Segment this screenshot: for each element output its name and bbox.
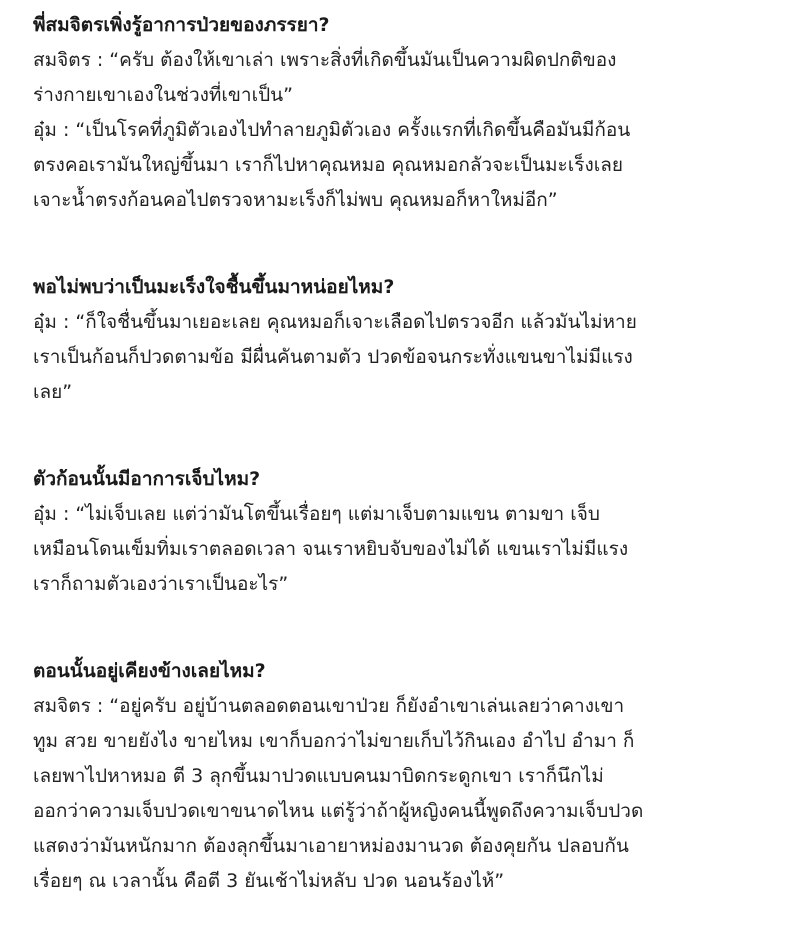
question-heading: ตอนนั้นอยู่เคียงข้างเลยไหม? [33,660,266,682]
answer-paragraph [33,113,773,218]
answer-line: อุ๋ม : “ก็ใจชื่นขึ้นมาเยอะเลย คุณหมอก็เจาะเลือดไปตรวจอีก แล้วมันไม่หาย [33,311,637,333]
answer-line: เจาะน้ำตรงก้อนคอไปตรวจหามะเร็งก็ไม่พบ คุณหมอก็หาใหม่อีก” [33,189,558,211]
answer-line: เรื่อยๆ ณ เวลานั้น คือตี 3 ยันเช้าไม่หลับ ปวด นอนร้องไห้” [33,870,505,892]
interview-article [33,8,773,951]
question-heading: พี่สมจิตรเพิ่งรู้อาการป่วยของภรรยา? [33,14,330,36]
answer-paragraph [33,43,773,113]
qa-section [33,270,773,410]
question-heading: ตัวก้อนนั้นมีอาการเจ็บไหม? [33,468,261,490]
answer-line: สมจิตร : “ครับ ต้องให้เขาเล่า เพราะสิ่งที่เกิดขึ้นมันเป็นความผิดปกติของ [33,49,617,71]
answer-line: อุ๋ม : “เป็นโรคที่ภูมิตัวเองไปทำลายภูมิตัวเอง ครั้งแรกที่เกิดขึ้นคือมันมีก้อน [33,119,631,141]
question-heading: พอไม่พบว่าเป็นมะเร็งใจชื้นขึ้นมาหน่อยไหม? [33,276,395,298]
answer-line: ร่างกายเขาเองในช่วงที่เขาเป็น” [33,84,293,106]
answer-line: เลยพาไปหาหมอ ตี 3 ลุกขึ้นมาปวดแบบคนมาบิดกระดูกเขา เราก็นึกไม่ [33,765,604,787]
answer-line: เหมือนโดนเข็มทิ่มเราตลอดเวลา จนเราหยิบจับของไม่ได้ แขนเราไม่มีแรง [33,538,629,560]
answer-line: แสดงว่ามันหนักมาก ต้องลุกขึ้นมาเอายาหม่องมานวด ต้องคุยกัน ปลอบกัน [33,835,629,857]
answer-paragraph [33,689,773,899]
answer-line: อุ๋ม : “ไม่เจ็บเลย แต่ว่ามันโตขึ้นเรื่อยๆ แต่มาเจ็บตามแขน ตามขา เจ็บ [33,503,600,525]
answer-line: ตรงคอเรามันใหญ่ขึ้นมา เราก็ไปหาคุณหมอ คุณหมอกลัวจะเป็นมะเร็งเลย [33,154,624,176]
answer-paragraph [33,497,773,602]
answer-line: เลย” [33,381,73,403]
answer-line: ทูม สวย ขายยังไง ขายไหม เขาก็บอกว่าไม่ขายเก็บไว้กินเอง อำไป อำมา ก็ [33,730,635,752]
qa-section [33,654,773,899]
answer-line: ออกว่าความเจ็บปวดเขาขนาดไหน แต่รู้ว่าถ้าผู้หญิงคนนี้พูดถึงความเจ็บปวด [33,800,644,822]
answer-line: เราก็ถามตัวเองว่าเราเป็นอะไร” [33,573,289,595]
answer-line: สมจิตร : “อยู่ครับ อยู่บ้านตลอดตอนเขาป่วย ก็ยังอำเขาเล่นเลยว่าคางเขา [33,695,625,717]
answer-paragraph [33,305,773,410]
qa-section [33,462,773,602]
answer-line: เราเป็นก้อนก็ปวดตามข้อ มีผื่นคันตามตัว ปวดข้อจนกระทั่งแขนขาไม่มีแรง [33,346,633,368]
qa-section [33,8,773,218]
